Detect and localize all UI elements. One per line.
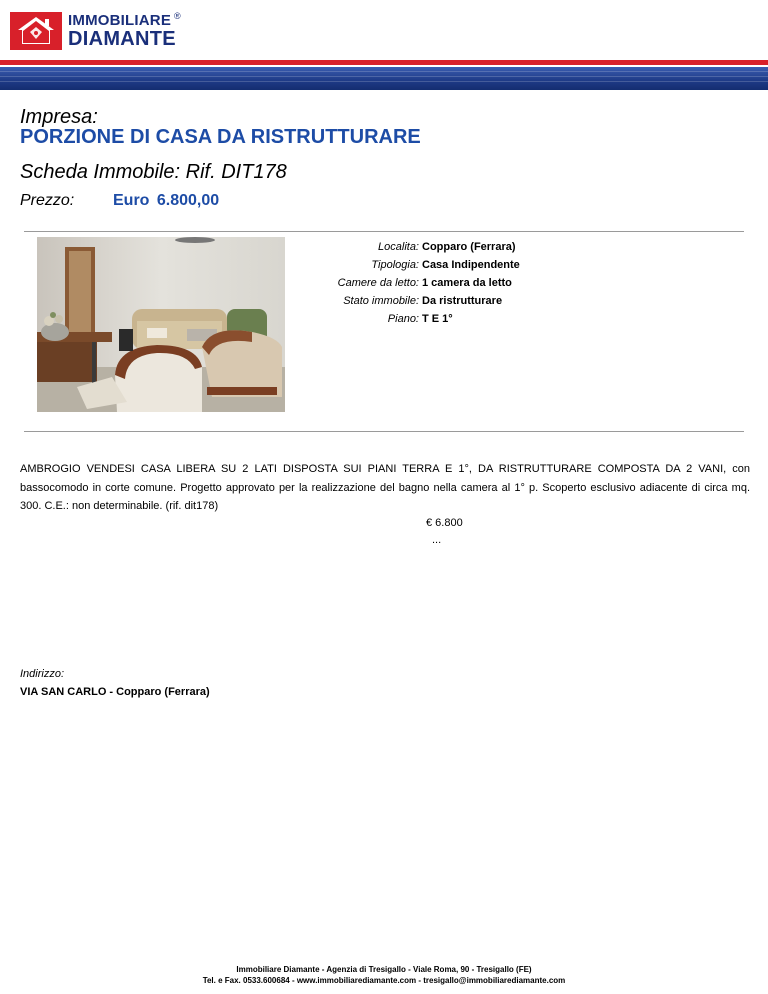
brand-line1: IMMOBILIARE	[68, 12, 172, 29]
brand-line2: DIAMANTE	[68, 28, 176, 50]
footer-agency: Immobiliare Diamante - Agenzia di Tresigallo - Viale Roma, 90 - Tresigallo (FE)	[236, 965, 532, 974]
listing-description: AMBROGIO VENDESI CASA LIBERA SU 2 LATI DISPOSTA SUI PIANI TERRA E 1°, DA RISTRUTTURARE COMPOSTA DA 2 VANI, con bassocomodo in corte comune. Progetto approvato per la realizzazione del bagno nella camera al 1° p. Scoperto esclusivo adiacente di circa mq. 300. C.E.: non determinabile. (rif. dit178)	[20, 463, 750, 512]
detail-row-stato	[290, 292, 590, 310]
detail-label: Localita:	[378, 241, 419, 253]
address-label: Indirizzo:	[20, 668, 65, 680]
divider-top	[24, 231, 744, 232]
description-price: € 6.800	[426, 517, 463, 529]
living-room-photo-icon	[37, 237, 285, 412]
detail-label: Tipologia:	[371, 259, 419, 271]
impresa-label: Impresa:	[20, 106, 98, 128]
footer	[0, 964, 768, 986]
property-photo[interactable]	[37, 237, 285, 412]
detail-label: Piano:	[387, 313, 419, 325]
brand-name	[68, 12, 181, 49]
header-blue-band	[0, 67, 768, 90]
detail-row-tipologia	[290, 256, 590, 274]
listing-reference: Scheda Immobile: Rif. DIT178	[20, 161, 287, 183]
property-details	[290, 238, 590, 328]
detail-value: Copparo (Ferrara)	[422, 241, 516, 253]
detail-row-camere	[290, 274, 590, 292]
detail-row-piano	[290, 310, 590, 328]
divider-bottom	[24, 431, 744, 432]
brand-logo[interactable]	[10, 12, 181, 50]
detail-value: 1 camera da letto	[422, 277, 512, 289]
detail-label: Stato immobile:	[343, 295, 419, 307]
address-value: VIA SAN CARLO - Copparo (Ferrara)	[20, 686, 210, 698]
header-red-band	[0, 60, 768, 65]
price-label: Prezzo:	[20, 192, 75, 209]
detail-value: T E 1°	[422, 313, 453, 325]
header	[0, 0, 768, 92]
detail-label: Camere da letto:	[337, 277, 419, 289]
description-ellipsis: ...	[432, 534, 442, 546]
listing-title: PORZIONE DI CASA DA RISTRUTTURARE	[20, 126, 421, 148]
house-logo-icon	[10, 12, 62, 50]
price-value: Euro 6.800,00	[113, 192, 220, 209]
footer-contacts[interactable]: Tel. e Fax. 0533.600684 - www.immobiliarediamante.com - tresigallo@immobiliarediamante.com	[202, 976, 566, 985]
detail-row-localita	[290, 238, 590, 256]
detail-value: Casa Indipendente	[422, 259, 520, 271]
detail-value: Da ristrutturare	[422, 295, 503, 307]
registered-mark: ®	[174, 11, 181, 21]
